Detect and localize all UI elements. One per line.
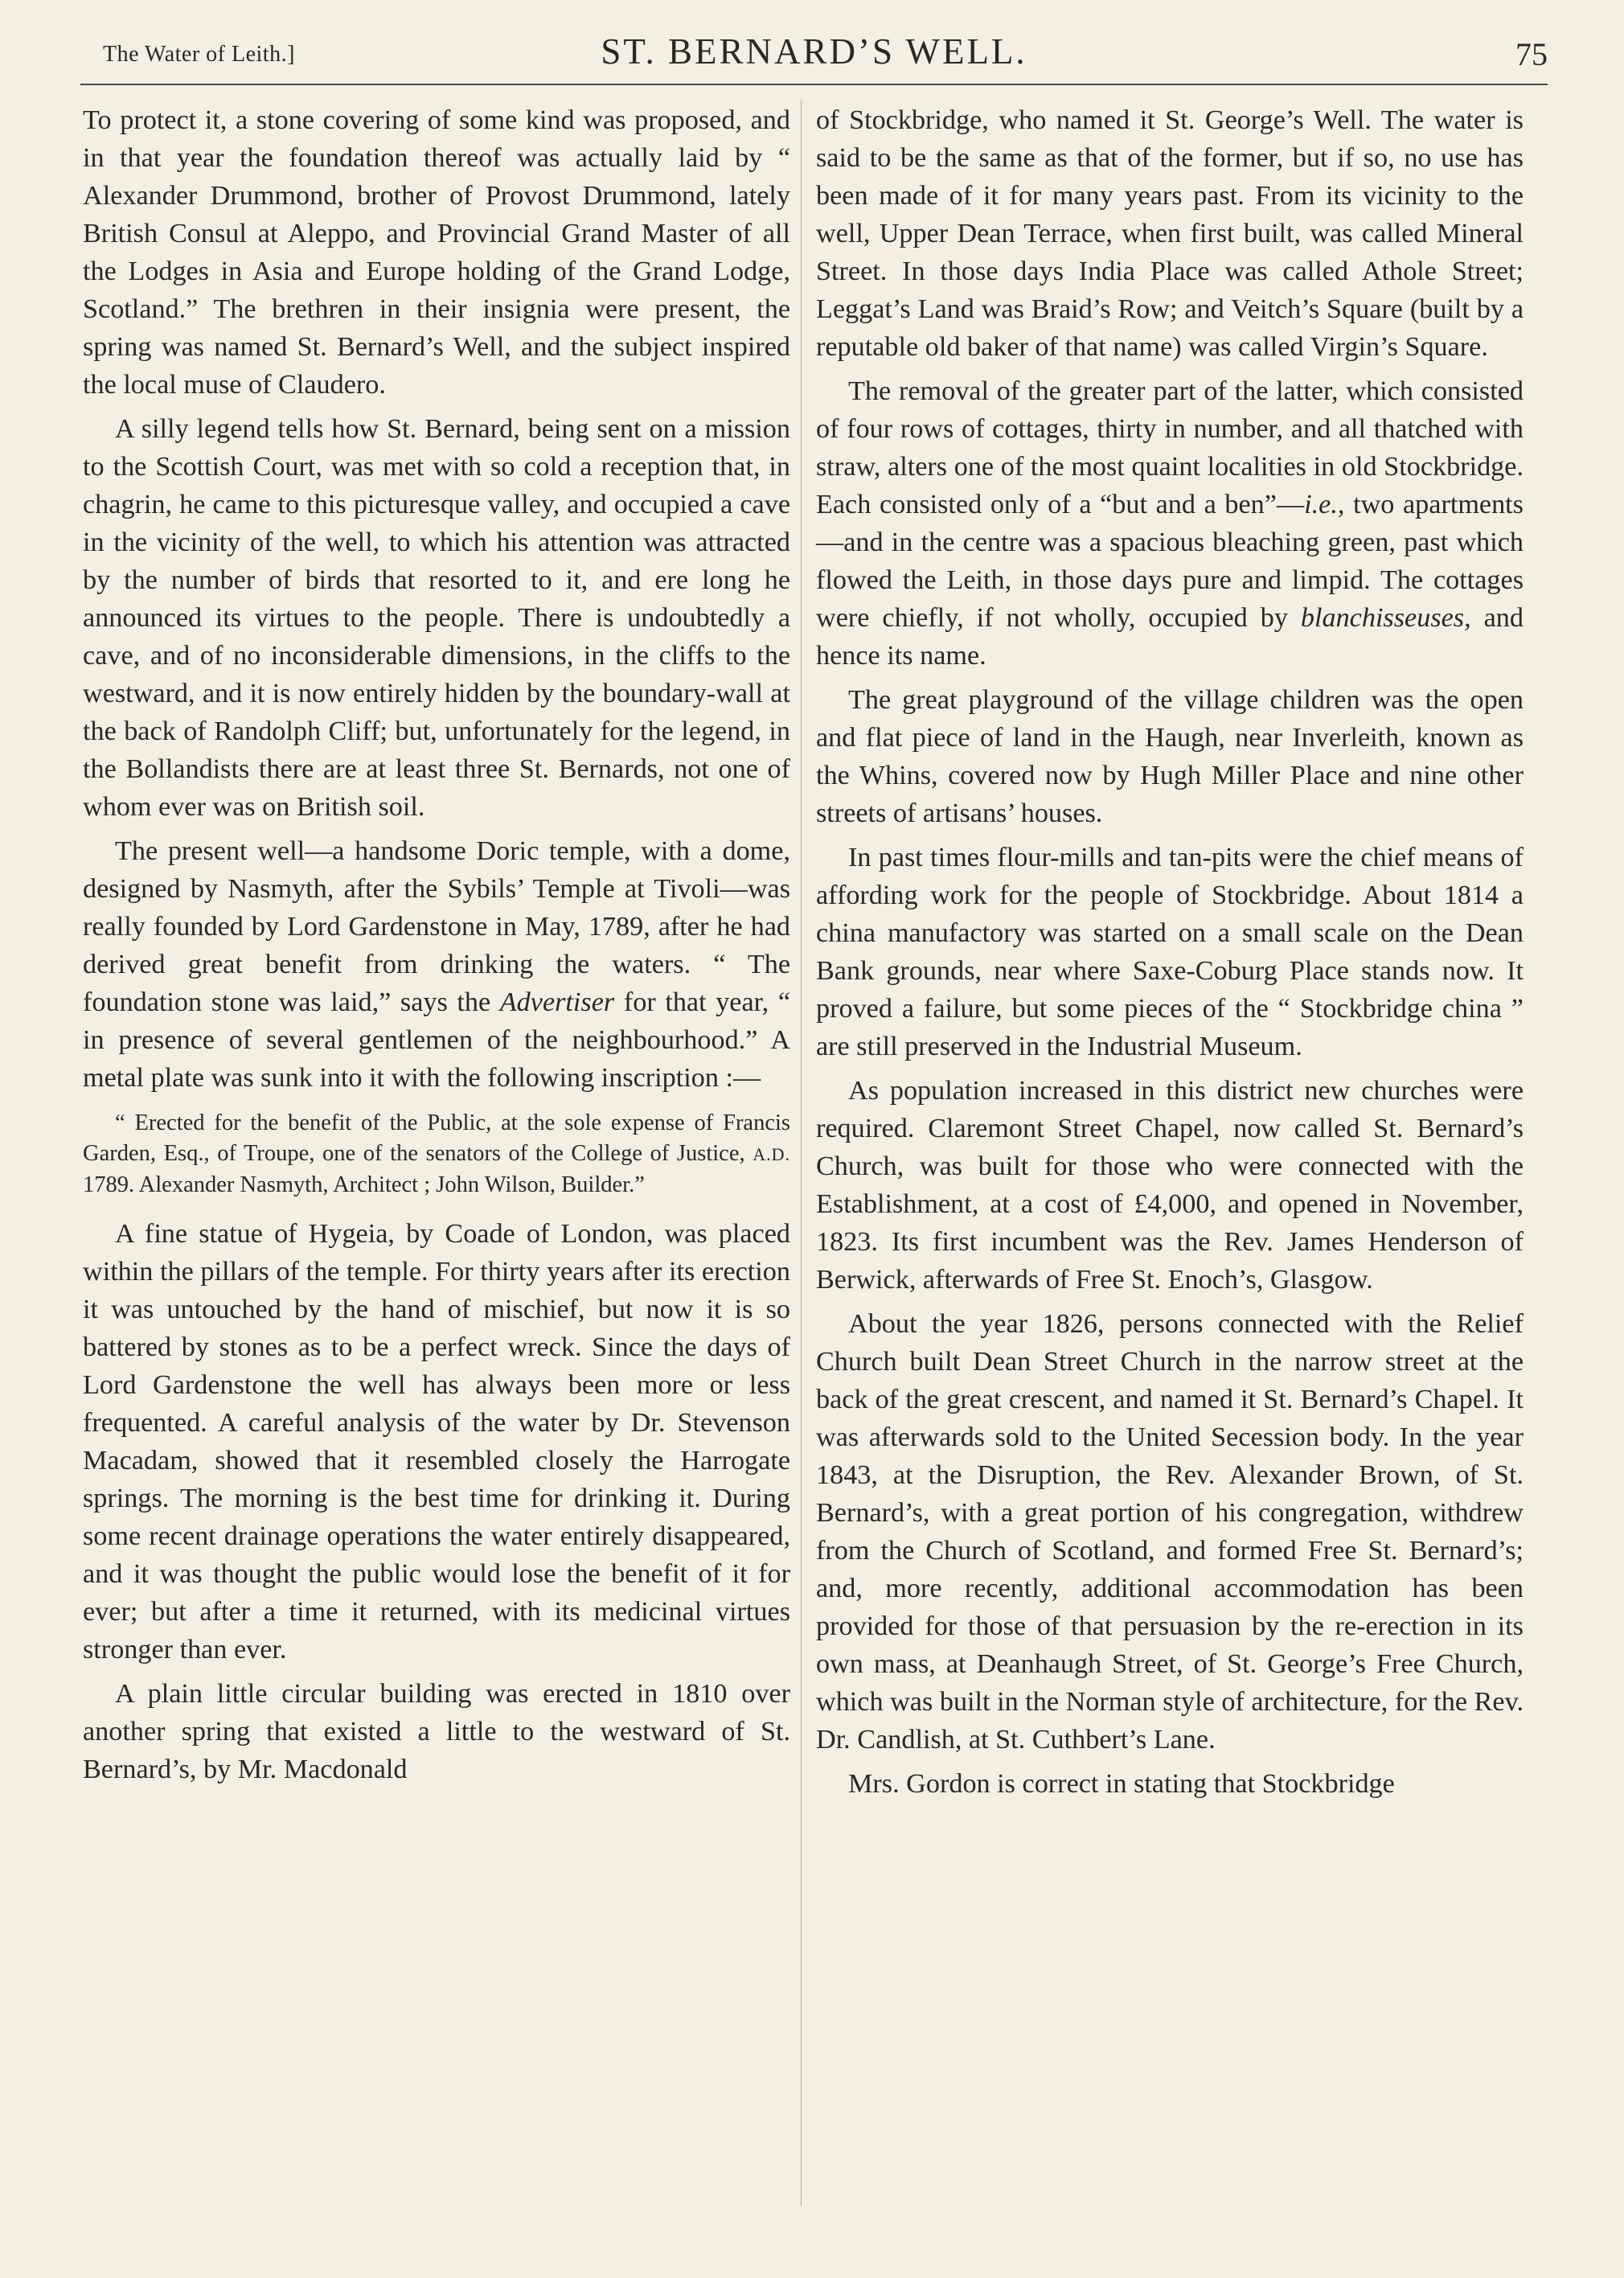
paragraph-mrs-gordon: Mrs. Gordon is correct in stating that Stockbridge xyxy=(848,1769,1395,1799)
paragraph-relief-church: About the year 1826, persons connected with the Relief Church built Dean Street Church in the narrow street at the back of the great crescent, and named it St. Bernard’s Chapel. It was afterwards sold to the United Secession body. In the year 1843, at the Disruption, the Rev. Alexander Brown, of St. Bernard’s, with a great portion of his congregation, withdrew from the Church of Scotland, and formed Free St. Bernard’s; and, more recently, additional accommodation has been provided for those of that persuasion by the re-erection in its own mass, at Deanhaugh Street, of St. George’s Free Church, which was built in the Norman style of architecture, for the Rev. Dr. Candlish, at St. Cuthbert’s Lane. xyxy=(816,1309,1524,1755)
paragraph-playground: The great playground of the village children was the open and flat piece of land in the Haugh, near Inverleith, known as the Whins, covered now by Hugh Miller Place and nine other streets of artisans’ houses. xyxy=(816,685,1524,828)
text-run: The removal of the greater part of the latter, which consisted of four rows of cottages, thirty in number, and all thatched with straw, alters one of the most quaint localities in old Stockbridge. Each consisted only of a “but and a ben”— xyxy=(816,376,1524,519)
page-number: 75 xyxy=(1515,36,1548,72)
paragraph-cottages xyxy=(816,372,1524,675)
running-head xyxy=(80,31,1548,79)
paragraph-st-georges-well: of Stockbridge, who named it St. George’s Well. The water is said to be the same as that of the former, but if so, no use has been made of it for many years past. From its vicinity to the well, Upper Dean Terrace, when first built, was called Mineral Street. In those days India Place was called Athole Street; Leggat’s Land was Braid’s Row; and Veitch’s Square (built by a reputable old baker of that name) was called Virgin’s Square. xyxy=(816,105,1524,362)
header-rule xyxy=(80,84,1548,85)
italic-advertiser: Advertiser xyxy=(499,987,615,1017)
paragraph-mills-china: In past times flour-mills and tan-pits were the chief means of affording work for the people of Stockbridge. About 1814 a china manufactory was started on a small scale on the Dean Bank grounds, near where Saxe-Coburg Place stands now. It proved a failure, but some pieces of the “ Stockbridge china ” are still preserved in the Industrial Museum. xyxy=(816,843,1524,1061)
paragraph-hygeia-statue: A fine statue of Hygeia, by Coade of London, was placed within the pillars of the temple. For thirty years after its erection it was untouched by the hand of mischief, but now it is so battered by stones as to be a perfect wreck. Since the days of Lord Gardenstone the well has always been more or less frequented. A careful analysis of the water by Dr. Stevenson Macadam, showed that it resembled closely the Harrogate springs. The morning is the best time for drinking it. During some recent drainage operations the water entirely disappeared, and it was thought the public would lose the benefit of it for ever; but after a time it returned, with its medicinal virtues stronger than ever. xyxy=(83,1219,790,1664)
text-run: and hence its name. xyxy=(816,603,1524,671)
paragraph-present-well xyxy=(83,832,790,1097)
text-run: for that year, “ in presence of several gentlemen of the neighbourhood.” A metal plate was sunk into it with the following inscription :— xyxy=(83,987,791,1093)
paragraph-protect-covering: To protect it, a stone covering of some kind was proposed, and in that year the foundation thereof was actually laid by “ Alexander Drummond, brother of Provost Drummond, lately British Consul at Aleppo, and Provincial Grand Master of all the Lodges in Asia and Europe holding of the Grand Lodge, Scotland.” The brethren in their insignia were present, the spring was named St. Bernard’s Well, and the subject inspired the local muse of Claudero. xyxy=(83,105,790,400)
italic-blanchisseuses: blanchisseuses, xyxy=(1300,603,1471,633)
running-head-title: ST. BERNARD’S WELL. xyxy=(601,31,1027,72)
paragraph-circular-building: A plain little circular building was erected in 1810 over another spring that existed a little to the westward of St. Bernard’s, by Mr. Macdonald xyxy=(83,1679,790,1784)
running-head-section: The Water of Leith.] xyxy=(103,42,295,67)
italic-ie: i.e., xyxy=(1304,490,1345,519)
column-divider xyxy=(801,100,802,2206)
left-column xyxy=(83,101,790,2222)
paragraph-churches: As population increased in this district new churches were required. Claremont Street Chapel, now called St. Bernard’s Church, was built for those who were connected with the Establishment, at a cost of £4,000, and opened in November, 1823. Its first incumbent was the Rev. James Henderson of Berwick, afterwards of Free St. Enoch’s, Glasgow. xyxy=(816,1076,1524,1295)
right-column xyxy=(816,101,1524,2222)
text-run: The present well—a handsome Doric temple, with a dome, designed by Nasmyth, after the Sybils’ Temple at Tivoli—was really founded by Lord Gardenstone in May, 1789, after he had derived great benefit from drinking the waters. “ The foundation stone was laid,” says the xyxy=(83,836,790,1017)
inscription-quote xyxy=(83,1108,790,1201)
small-caps-ad: A.D. xyxy=(753,1144,790,1164)
text-run: “ Erected for the benefit of the Public, at the sole expense of Francis Garden, Esq., of Troupe, one of the senators of the College of Justice, xyxy=(83,1110,790,1166)
text-run: 1789. Alexander Nasmyth, Architect ; John Wilson, Builder.” xyxy=(83,1172,645,1197)
paragraph-legend: A silly legend tells how St. Bernard, being sent on a mission to the Scottish Court, was met with so cold a reception that, in chagrin, he came to this picturesque valley, and occupied a cave in the vicinity of the well, to which his attention was attracted by the number of birds that resorted to it, and ere long he announced its virtues to the people. There is undoubtedly a cave, and of no inconsiderable dimensions, in the cliffs to the westward, and it is now entirely hidden by the boundary-wall at the back of Randolph Cliff; but, unfortunately for the legend, in the Bollandists there are at least three St. Bernards, not one of whom ever was on British soil. xyxy=(83,414,790,822)
text-run: two apartments—and in the centre was a spacious bleaching green, past which flowed the Leith, in those days pure and limpid. The cottages were chiefly, if not wholly, occupied by xyxy=(816,490,1524,633)
